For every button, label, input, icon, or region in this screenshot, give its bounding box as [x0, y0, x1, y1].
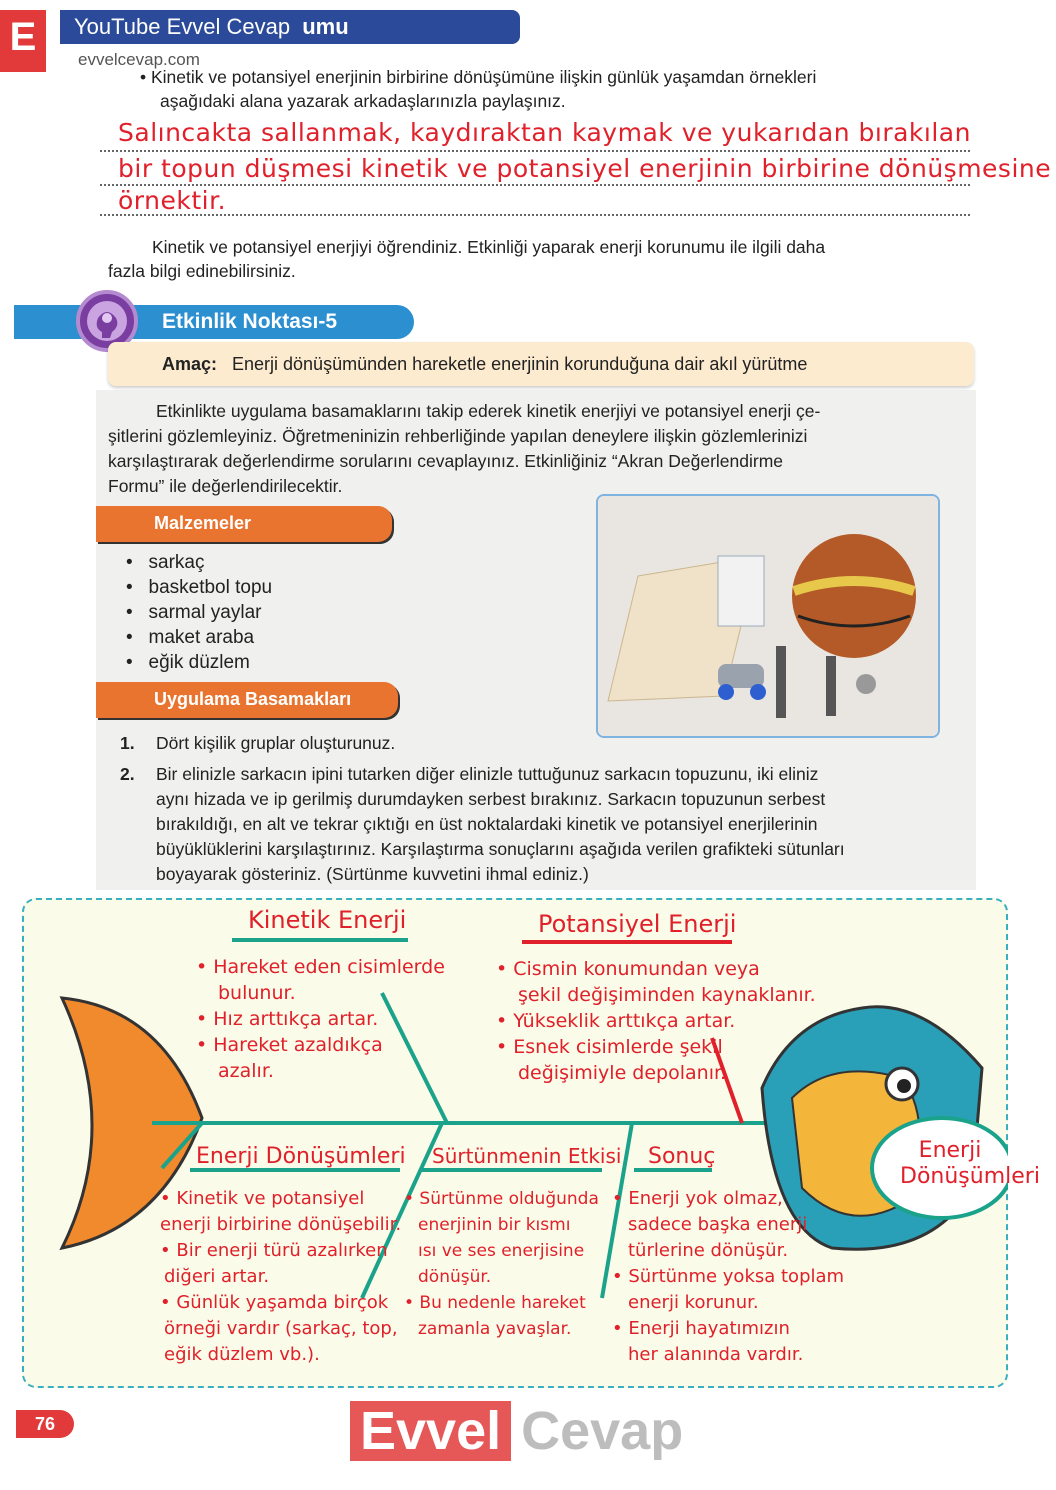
result-title: Sonuç: [648, 1144, 716, 1169]
kinetic-title: Kinetik Enerji: [248, 906, 407, 934]
materials-list: [126, 550, 272, 675]
bullet-dot: •: [140, 67, 151, 87]
banner-suffix: umu: [302, 14, 349, 39]
transform-title: Enerji Dönüşümleri: [196, 1144, 406, 1169]
answer-line-2: bir topun düşmesi kinetik ve potansiyel enerjinin birbirine dönüşmesine: [118, 154, 1052, 183]
publisher-logo: E: [0, 10, 46, 72]
list-item: • maket araba: [126, 627, 255, 648]
steps-title: Uygulama Basamakları: [154, 689, 352, 709]
section-banner: [60, 10, 520, 44]
list-item: • sarmal yaylar: [126, 602, 262, 623]
materials-title: Malzemeler: [154, 513, 252, 533]
brand-part-b: Cevap: [521, 1401, 684, 1461]
banner-text: YouTube Evvel Cevap: [74, 14, 291, 39]
step-2-line-1: Bir elinizle sarkacın ipini tutarken diğer elinizle tuttuğunuz sarkacın topuzunu, iki eliniz: [156, 764, 819, 784]
list-item: • eğik düzlem: [126, 652, 250, 673]
step-2-line-3: bırakıldığı, en alt ve tekrar çıktığı en üst noktalardaki kinetik ve potansiyel enerjilerinin: [156, 814, 818, 834]
activity-desc-line-1: Etkinlikte uygulama basamaklarını takip ederek kinetik enerjiyi ve potansiyel enerji çe-: [156, 401, 821, 421]
purpose-text: Enerji dönüşümünden hareketle enerjinin korunduğuna dair akıl yürütme: [232, 354, 808, 374]
site-url: evvelcevap.com: [78, 50, 200, 69]
potential-title: Potansiyel Enerji: [538, 910, 737, 938]
intro-line-2: aşağıdaki alana yazarak arkadaşlarınızla paylaşınız.: [160, 91, 566, 111]
result-items: • Enerji yok olmaz, sadece başka enerji türlerine dönüşür. • Sürtünme yoksa toplam enerji korunur. • Enerji hayatımızın her alanında vardır.: [612, 1188, 845, 1365]
step-1-text: Dört kişilik gruplar oluşturunuz.: [156, 733, 396, 753]
intro-paragraph-line-2: fazla bilgi edinebilirsiniz.: [108, 261, 296, 281]
dotted-rule: [100, 150, 970, 152]
intro-bullet: [140, 66, 816, 89]
dotted-rule: [100, 214, 970, 216]
activity-desc-line-2: şitlerini gözlemleyiniz. Öğretmeninizin rehberliğinde yapılan deneylere ilişkin gözlemlerinizi: [108, 426, 808, 446]
dotted-rule: [100, 184, 970, 186]
friction-items: • Sürtünme olduğunda enerjinin bir kısmı ısı ve ses enerjisine dönüşür. • Bu nedenle hareket zamanla yavaşlar.: [404, 1189, 599, 1339]
step-number: 2.: [120, 764, 135, 784]
purpose-label: Amaç:: [162, 354, 218, 374]
kinetic-items: • Hareket eden cisimlerde bulunur. • Hız arttıkça artar. • Hareket azaldıkça azalır.: [196, 956, 445, 1082]
list-item: • sarkaç: [126, 552, 205, 573]
fish-head-label: Enerji Dönüşümleri: [900, 1138, 1040, 1189]
step-2-line-2: aynı hizada ve ip gerilmiş durumdayken serbest bırakınız. Sarkacın topuzunun serbest: [156, 789, 826, 809]
brand-part-a: Evvel: [350, 1401, 511, 1461]
intro-paragraph-line-1: Kinetik ve potansiyel enerjiyi öğrendiniz. Etkinliği yaparak enerji korunumu ile ilgili daha: [152, 237, 826, 257]
step-number: 1.: [120, 733, 135, 753]
page-number: 76: [16, 1410, 74, 1438]
footer-brand-logo: [350, 1400, 683, 1462]
step-2-line-5: boyayarak gösteriniz. (Sürtünme kuvvetini ihmal ediniz.): [156, 864, 589, 884]
intro-line-1: Kinetik ve potansiyel enerjinin birbirine dönüşümüne ilişkin günlük yaşamdan örnekleri: [151, 67, 817, 87]
list-item: • basketbol topu: [126, 577, 273, 598]
step-2-line-4: büyüklüklerini karşılaştırınız. Karşılaştırma sonuçlarını aşağıda verilen grafikteki sütunları: [156, 839, 845, 859]
activity-title: Etkinlik Noktası-5: [162, 310, 338, 333]
friction-title: Sürtünmenin Etkisi: [432, 1144, 622, 1168]
potential-items: • Cismin konumundan veya şekil değişiminden kaynaklanır. • Yükseklik arttıkça artar. • Esnek cisimlerde şekil değişimiyle depolanır.: [496, 958, 816, 1084]
transform-items: • Kinetik ve potansiyel enerji birbirine dönüşebilir. • Bir enerji türü azalırken diğeri artar. • Günlük yaşamda birçok örneği vardır (sarkaç, top, eğik düzlem vb.).: [160, 1188, 402, 1365]
activity-desc-line-4: Formu” ile değerlendirilecektir.: [108, 476, 343, 496]
activity-desc-line-3: karşılaştırarak değerlendirme sorularını cevaplayınız. Etkinliğiniz “Akran Değerlendirme: [108, 451, 784, 471]
answer-line-3: örnektir.: [118, 186, 227, 215]
answer-line-1: Salıncakta sallanmak, kaydıraktan kaymak ve yukarıdan bırakılan: [118, 118, 971, 147]
materials-photo: [596, 494, 940, 738]
